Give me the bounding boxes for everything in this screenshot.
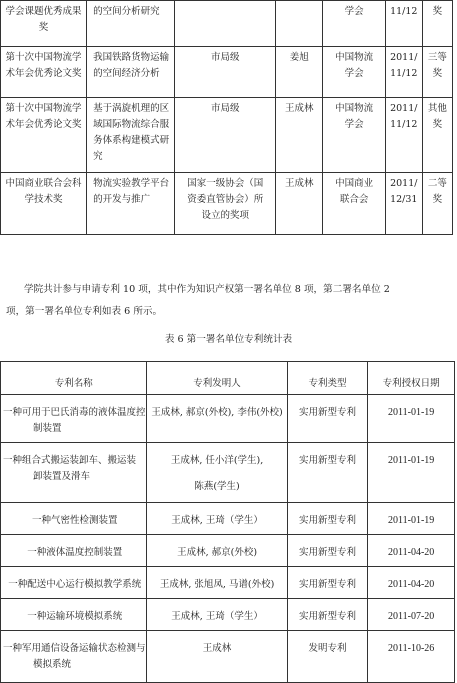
- award-project-line: 基于涡旋机理的区: [93, 103, 170, 114]
- award-name-line: 术年会优秀论文奖: [5, 68, 82, 79]
- award-name-cell: [1, 173, 87, 235]
- award-grade-line: 二等: [427, 178, 447, 189]
- patent-inventor-cell: [147, 599, 287, 631]
- paragraph-line: 项，第一署名单位专利如表 6 所示。: [6, 306, 163, 317]
- award-org-line: 学会: [344, 6, 364, 17]
- patent-date-cell: 2011-01-19: [368, 395, 455, 443]
- table-row: [1, 535, 455, 567]
- patent-name-cell: [1, 443, 147, 503]
- patent-inventor-line: 王成林, 郝京(外校), 李伟(外校): [151, 407, 283, 418]
- patent-name-line: 一种组合式搬运装卸车、搬运装: [3, 455, 137, 466]
- patent-name-line: 一种气密性检测装置: [31, 515, 118, 526]
- award-project-line: 的开发与推广: [93, 194, 151, 205]
- award-date-cell: [385, 1, 422, 47]
- table-row: [1, 98, 453, 173]
- award-grade-line: 奖: [432, 68, 443, 79]
- award-project-line: 究: [93, 151, 103, 162]
- award-project-line: 域国际物流综合服: [93, 119, 170, 130]
- patent-type-cell: 实用新型专利: [287, 535, 368, 567]
- award-level-line: 资委直管协会）所: [187, 194, 264, 205]
- award-grade-line: 奖: [432, 119, 443, 130]
- patent-name-cell: [1, 567, 147, 599]
- award-person-cell: 王成林: [276, 98, 323, 173]
- award-org-line: 学会: [344, 68, 364, 79]
- award-name-line: 中国商业联合会科: [5, 178, 82, 189]
- award-org-line: 联合会: [339, 194, 369, 205]
- patent-type-cell: 发明专利: [287, 631, 368, 683]
- paragraph-line: 学院共计参与申请专利 10 项，其中作为知识产权第一署名单位 8 项，第二署名单位 2: [24, 284, 390, 295]
- award-person-cell: 王成林: [276, 173, 323, 235]
- award-level-line: 市局级: [210, 103, 240, 114]
- award-date-line: 11/12: [390, 119, 418, 130]
- award-name-line: 学会课题优秀成果: [5, 6, 82, 17]
- patent-inventor-line: 王成林, 王琦（学生）: [171, 611, 263, 622]
- award-grade-cell: [422, 98, 452, 173]
- award-grade-line: 三等: [427, 52, 447, 63]
- table-row: [1, 47, 453, 98]
- award-project-cell: [87, 98, 175, 173]
- award-name-line: 第十次中国物流学: [5, 103, 82, 114]
- patent-name-line: 制装置: [33, 423, 62, 434]
- award-level-cell: [175, 98, 276, 173]
- award-project-cell: [87, 173, 175, 235]
- patent-name-cell: [1, 535, 147, 567]
- patent-name-cell: [1, 599, 147, 631]
- award-table: [0, 0, 453, 235]
- patent-inventor-cell: [147, 503, 287, 535]
- header-patent-type: 专利类型: [287, 362, 368, 395]
- patent-name-line: 一种运输环境模拟系统: [27, 611, 123, 622]
- award-name-cell: [1, 1, 87, 47]
- award-grade-line: 其他: [427, 103, 447, 114]
- patent-inventor-cell: [147, 535, 287, 567]
- patent-inventor-line: 陈燕(学生): [194, 481, 240, 492]
- patent-type-cell: 实用新型专利: [287, 395, 368, 443]
- award-org-line: 中国商业: [335, 178, 374, 189]
- table-caption: 表 6 第一署名单位专利统计表: [164, 334, 293, 345]
- table-row: [1, 395, 455, 443]
- patent-name-line: 模拟系统: [33, 659, 72, 670]
- award-date-cell: [385, 47, 422, 98]
- patent-name-line: 卸装置及滑车: [33, 471, 91, 482]
- patent-inventor-cell: [147, 443, 287, 503]
- award-org-cell: [323, 47, 385, 98]
- patent-inventor-line: 王成林: [202, 643, 232, 654]
- patent-date-cell: 2011-07-20: [368, 599, 455, 631]
- patent-inventor-line: 王成林, 郝京(外校): [177, 547, 258, 558]
- patent-type-cell: 实用新型专利: [287, 503, 368, 535]
- award-level-cell: [175, 173, 276, 235]
- award-grade-cell: [422, 1, 452, 47]
- patent-name-line: 一种配送中心运行模拟教学系统: [8, 579, 142, 590]
- award-level-line: 国家一级协会（国: [187, 178, 264, 189]
- award-project-line: 的空间分析研究: [93, 6, 160, 17]
- award-name-cell: [1, 47, 87, 98]
- table-row: [1, 599, 455, 631]
- table-header-row: [1, 362, 455, 395]
- header-patent-name: 专利名称: [1, 362, 147, 395]
- table-row: [1, 443, 455, 503]
- patent-inventor-cell: [147, 395, 287, 443]
- patent-name-cell: [1, 631, 147, 683]
- body-paragraph: [6, 279, 448, 323]
- patent-inventor-line: 王成林, 任小洋(学生),: [170, 455, 264, 466]
- award-date-line: 12/31: [390, 194, 418, 205]
- patent-name-cell: [1, 503, 147, 535]
- patent-type-cell: 实用新型专利: [287, 567, 368, 599]
- award-date-line: 2011/: [390, 178, 418, 189]
- award-org-line: 中国物流: [335, 103, 374, 114]
- patent-inventor-cell: [147, 567, 287, 599]
- award-grade-line: 奖: [432, 6, 443, 17]
- patent-name-line: 一种液体温度控制装置: [27, 547, 123, 558]
- award-org-line: 中国物流: [335, 52, 374, 63]
- patent-date-cell: 2011-10-26: [368, 631, 455, 683]
- header-inventor: 专利发明人: [147, 362, 287, 395]
- patent-type-cell: 实用新型专利: [287, 443, 368, 503]
- award-grade-line: 奖: [432, 194, 443, 205]
- award-project-line: 务体系构建模式研: [93, 135, 170, 146]
- award-level-line: 市局级: [210, 52, 240, 63]
- table-row: [1, 173, 453, 235]
- award-name-line: 学技术奖: [24, 194, 63, 205]
- table-row: [1, 567, 455, 599]
- award-date-line: 11/12: [390, 6, 418, 17]
- patent-date-cell: 2011-01-19: [368, 503, 455, 535]
- patent-type-cell: 实用新型专利: [287, 599, 368, 631]
- award-level-cell: [175, 1, 276, 47]
- award-date-line: 2011/: [390, 103, 418, 114]
- table-row: [1, 631, 455, 683]
- patent-name-cell: [1, 395, 147, 443]
- award-name-line: 术年会优秀论文奖: [5, 119, 82, 130]
- award-name-cell: [1, 98, 87, 173]
- award-org-cell: [323, 1, 385, 47]
- award-name-line: 第十次中国物流学: [5, 52, 82, 63]
- award-date-line: 11/12: [390, 68, 418, 79]
- award-date-cell: [385, 173, 422, 235]
- patent-inventor-cell: [147, 631, 287, 683]
- award-project-cell: [87, 1, 175, 47]
- award-person-cell: 姜旭: [276, 47, 323, 98]
- award-org-cell: [323, 173, 385, 235]
- patent-name-line: 一种可用于巴氏消毒的液体温度控: [3, 407, 146, 418]
- award-project-line: 的空间经济分析: [93, 68, 160, 79]
- award-grade-cell: [422, 173, 452, 235]
- award-org-cell: [323, 98, 385, 173]
- award-grade-cell: [422, 47, 452, 98]
- award-project-cell: [87, 47, 175, 98]
- header-grant-date: 专利授权日期: [368, 362, 455, 395]
- award-project-line: 物流实验教学平台: [93, 178, 170, 189]
- award-project-line: 我国铁路货物运输: [93, 52, 170, 63]
- award-org-line: 学会: [344, 119, 364, 130]
- patent-inventor-line: 王成林, 张旭凤, 马谱(外校): [159, 579, 275, 590]
- award-name-line: 奖: [38, 22, 49, 33]
- patent-date-cell: 2011-04-20: [368, 567, 455, 599]
- award-person-cell: [276, 1, 323, 47]
- table-row: [1, 503, 455, 535]
- patent-name-line: 一种军用通信设备运输状态检测与: [3, 643, 146, 654]
- table-row: [1, 1, 453, 47]
- award-date-line: 2011/: [390, 52, 418, 63]
- patent-date-cell: 2011-04-20: [368, 535, 455, 567]
- patent-inventor-line: 王成林, 王琦（学生）: [171, 515, 263, 526]
- patent-table: [0, 361, 455, 683]
- patent-date-cell: 2011-01-19: [368, 443, 455, 503]
- award-level-cell: [175, 47, 276, 98]
- award-date-cell: [385, 98, 422, 173]
- award-level-line: 设立的奖项: [201, 210, 249, 221]
